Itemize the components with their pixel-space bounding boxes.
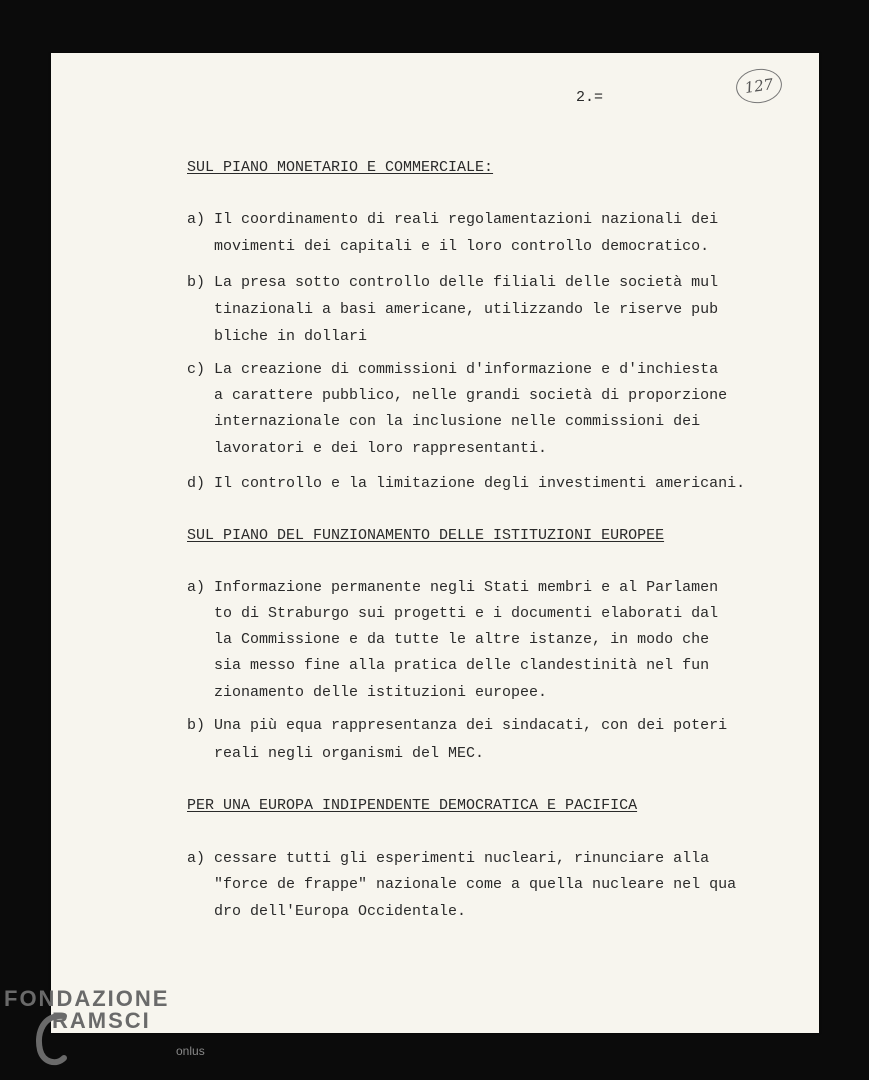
item-line: bliche in dollari xyxy=(214,328,368,345)
item-line: La creazione di commissioni d'informazione e d'inchiesta xyxy=(214,361,719,378)
item-line: la Commissione e da tutte le altre istanze, in modo che xyxy=(214,631,710,648)
item-label: a) xyxy=(187,579,206,596)
section-heading: SUL PIANO MONETARIO E COMMERCIALE: xyxy=(187,159,494,176)
item-label: a) xyxy=(187,850,206,867)
item-line: La presa sotto controllo delle filiali delle società mul xyxy=(214,274,719,291)
item-line: reali negli organismi del MEC. xyxy=(214,745,485,762)
item-line: Il controllo e la limitazione degli investimenti americani. xyxy=(214,475,746,492)
section-heading: PER UNA EUROPA INDIPENDENTE DEMOCRATICA E PACIFICA xyxy=(187,797,638,814)
item-label: a) xyxy=(187,211,206,228)
section-heading: SUL PIANO DEL FUNZIONAMENTO DELLE ISTITUZIONI EUROPEE xyxy=(187,527,665,544)
item-label: b) xyxy=(187,717,206,734)
item-line: Informazione permanente negli Stati membri e al Parlamen xyxy=(214,579,719,596)
fondazione-gramsci-watermark xyxy=(4,986,219,1076)
item-label: c) xyxy=(187,361,206,378)
item-line: cessare tutti gli esperimenti nucleari, rinunciare alla xyxy=(214,850,710,867)
archive-number-stamp: 127 xyxy=(734,66,784,106)
item-label: b) xyxy=(187,274,206,291)
watermark-line2: RAMSCI xyxy=(52,1008,151,1033)
item-line: movimenti dei capitali e il loro controllo democratico. xyxy=(214,238,710,255)
document-page xyxy=(51,53,819,1033)
watermark-onlus: onlus xyxy=(176,1044,205,1058)
item-line: dro dell'Europa Occidentale. xyxy=(214,903,467,920)
item-line: Il coordinamento di reali regolamentazioni nazionali dei xyxy=(214,211,719,228)
item-line: zionamento delle istituzioni europee. xyxy=(214,684,548,701)
item-line: a carattere pubblico, nelle grandi società di proporzione xyxy=(214,387,728,404)
watermark-line1: FONDAZIONE xyxy=(4,986,170,1011)
page-number: 2.= xyxy=(576,89,604,106)
item-line: to di Straburgo sui progetti e i documenti elaborati dal xyxy=(214,605,719,622)
item-line: Una più equa rappresentanza dei sindacati, con dei poteri xyxy=(214,717,728,734)
item-line: "force de frappe" nazionale come a quella nucleare nel qua xyxy=(214,876,737,893)
item-line: sia messo fine alla pratica delle clandestinità nel fun xyxy=(214,657,710,674)
item-label: d) xyxy=(187,475,206,492)
item-line: lavoratori e dei loro rappresentanti. xyxy=(214,440,548,457)
item-line: internazionale con la inclusione nelle commissioni dei xyxy=(214,413,701,430)
item-line: tinazionali a basi americane, utilizzando le riserve pub xyxy=(214,301,719,318)
